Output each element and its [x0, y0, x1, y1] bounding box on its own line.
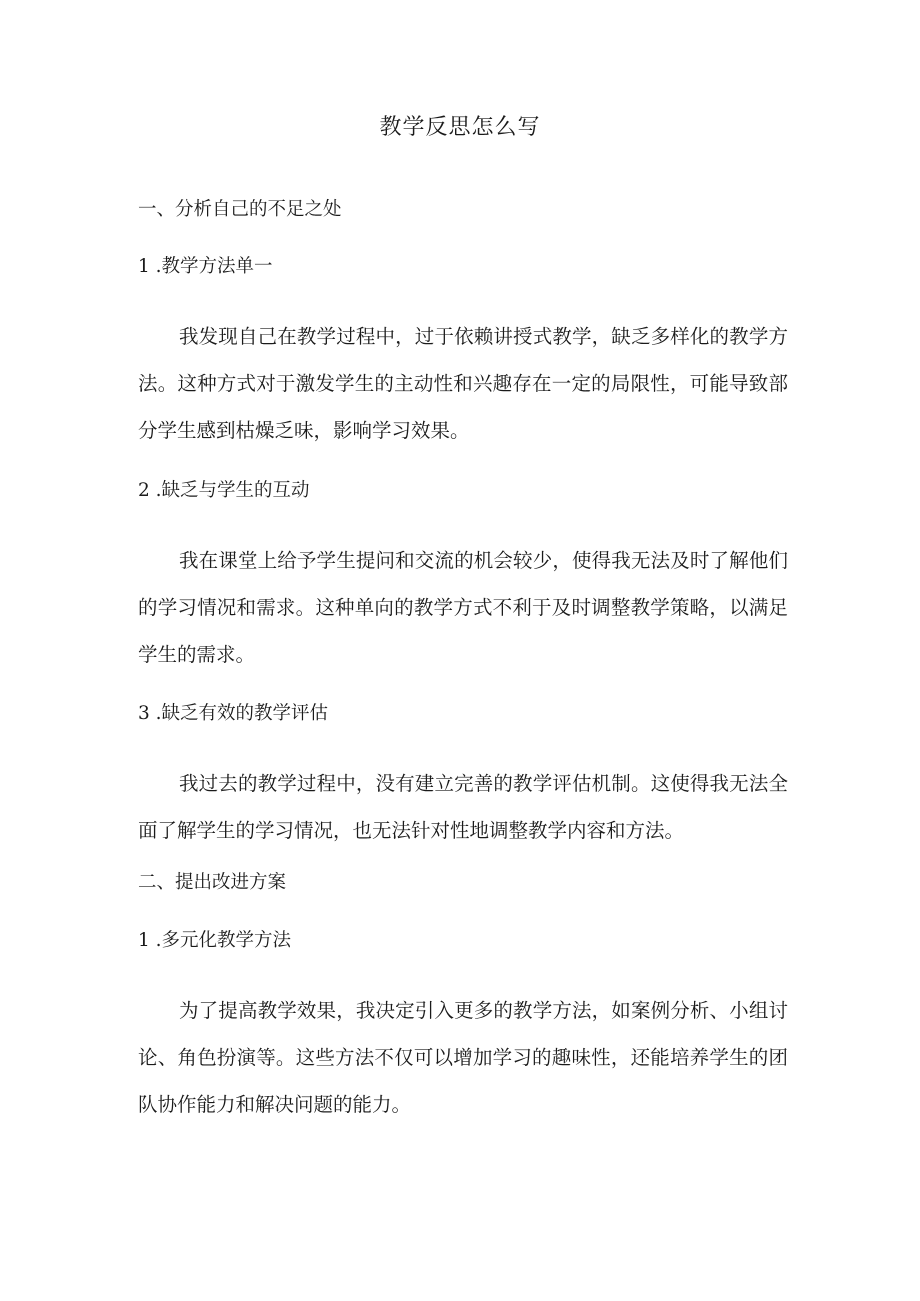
subheading-1-3: 3 .缺乏有效的教学评估: [138, 703, 329, 724]
section-heading-2: 二、提出改进方案: [138, 872, 287, 893]
paragraph-1-2: 我在课堂上给予学生提问和交流的机会较少，使得我无法及时了解他们的学习情况和需求。这种单向的教学方式不利于及时调整教学策略，以满足学生的需求。: [138, 549, 788, 666]
paragraph-1-1: 我发现自己在教学过程中，过于依赖讲授式教学，缺乏多样化的教学方法。这种方式对于激发学生的主动性和兴趣存在一定的局限性，可能导致部分学生感到枯燥乏味，影响学习效果。: [138, 325, 788, 442]
subheading-1-2: 2 .缺乏与学生的互动: [138, 480, 310, 501]
subheading-2-1: 1 .多元化教学方法: [138, 930, 292, 951]
paragraph-2-1: 为了提高教学效果，我决定引入更多的教学方法，如案例分析、小组讨论、角色扮演等。这些方法不仅可以增加学习的趣味性，还能培养学生的团队协作能力和解决问题的能力。: [138, 999, 788, 1116]
paragraph-1-3: 我过去的教学过程中，没有建立完善的教学评估机制。这使得我无法全面了解学生的学习情况，也无法针对性地调整教学内容和方法。: [138, 772, 788, 842]
document-title: 教学反思怎么写: [379, 115, 541, 140]
section-heading-1: 一、分析自己的不足之处: [138, 199, 342, 220]
subheading-1-1: 1 .教学方法单一: [138, 256, 273, 277]
